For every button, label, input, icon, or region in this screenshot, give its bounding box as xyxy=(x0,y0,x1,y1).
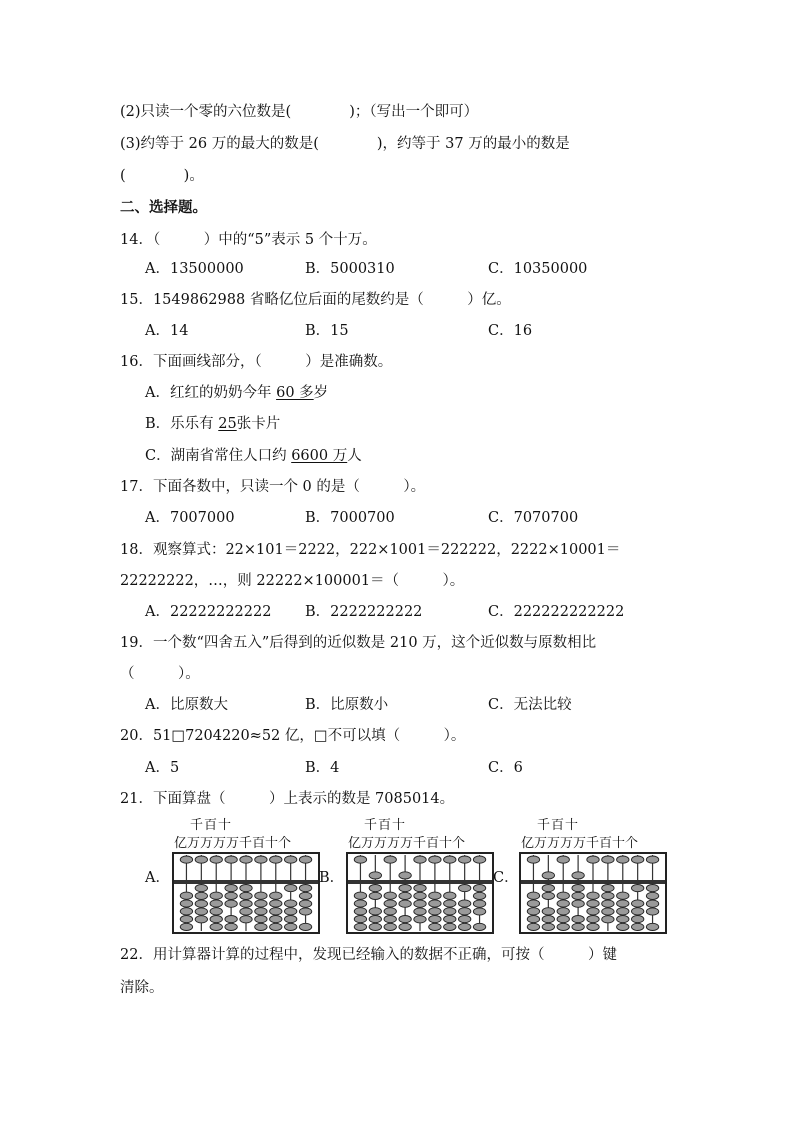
abacus-lower-bead xyxy=(602,908,614,915)
abacus-lower-bead xyxy=(444,923,456,930)
abacus-lower-bead xyxy=(384,923,396,930)
q19-option-b: B．比原数小 xyxy=(305,697,389,713)
abacus-lower-bead xyxy=(527,900,539,907)
abacus-lower-bead xyxy=(399,885,411,892)
abacus-lower-bead xyxy=(587,908,599,915)
abacus-upper-bead xyxy=(354,856,366,863)
q13-part3-line2: ( )。 xyxy=(120,168,204,184)
q16-option-a-suffix: 岁 xyxy=(313,385,329,401)
abacus-caption-top: 千百十 xyxy=(190,818,233,833)
abacus-lower-bead xyxy=(473,892,485,899)
question-19-line1: 19．一个数“四舍五入”后得到的近似数是 210 万，这个近似数与原数相比 xyxy=(120,635,597,651)
abacus-lower-bead xyxy=(284,885,296,892)
abacus-lower-bead xyxy=(180,923,192,930)
abacus-lower-bead xyxy=(240,900,252,907)
q16-option-b xyxy=(145,414,280,434)
abacus-upper-bead xyxy=(284,856,296,863)
abacus-lower-bead xyxy=(444,900,456,907)
abacus-lower-bead xyxy=(458,916,470,923)
abacus-lower-bead xyxy=(255,892,267,899)
abacus-lower-bead xyxy=(384,892,396,899)
abacus-lower-bead xyxy=(270,916,282,923)
q14-option-c: C．10350000 xyxy=(488,261,588,277)
abacus-lower-bead xyxy=(384,916,396,923)
abacus-lower-bead xyxy=(587,900,599,907)
abacus-lower-bead xyxy=(255,900,267,907)
q21-option-a-label: A． xyxy=(145,870,170,886)
question-16: 16．下面画线部分，（ ）是准确数。 xyxy=(120,354,393,370)
q17-option-c: C．7070700 xyxy=(488,510,579,526)
abacus-upper-bead xyxy=(458,856,470,863)
abacus-lower-bead xyxy=(384,900,396,907)
abacus-caption-bottom: 亿万万万万千百十个 xyxy=(348,836,466,851)
abacus-upper-bead xyxy=(646,856,658,863)
q16-option-b-suffix: 张卡片 xyxy=(236,416,281,432)
abacus-lower-bead xyxy=(240,916,252,923)
abacus-lower-bead xyxy=(557,923,569,930)
abacus-lower-bead xyxy=(284,916,296,923)
q16-option-a-underlined: 60 多 xyxy=(276,385,314,401)
abacus-lower-bead xyxy=(587,916,599,923)
abacus-lower-bead xyxy=(270,892,282,899)
abacus-lower-bead xyxy=(210,908,222,915)
abacus-lower-bead xyxy=(225,923,237,930)
abacus-lower-bead xyxy=(195,892,207,899)
abacus-lower-bead xyxy=(631,908,643,915)
question-20: 20．51□7204220≈52 亿，□不可以填（ ）。 xyxy=(120,728,466,744)
abacus-lower-bead xyxy=(429,908,441,915)
abacus-upper-bead xyxy=(240,856,252,863)
abacus-lower-bead xyxy=(646,892,658,899)
abacus-caption-bottom: 亿万万万万千百十个 xyxy=(174,836,292,851)
q18-option-c: C．222222222222 xyxy=(488,604,625,620)
abacus-lower-bead xyxy=(354,923,366,930)
abacus-lower-bead xyxy=(299,885,311,892)
abacus-lower-bead xyxy=(527,923,539,930)
abacus-lower-bead xyxy=(195,900,207,907)
abacus-upper-bead xyxy=(572,872,584,879)
q16-option-c-underlined: 6600 万 xyxy=(291,448,348,464)
abacus-lower-bead xyxy=(458,908,470,915)
abacus-lower-bead xyxy=(646,908,658,915)
abacus-lower-bead xyxy=(617,916,629,923)
q14-option-b: B．5000310 xyxy=(305,261,395,277)
abacus-lower-bead xyxy=(444,892,456,899)
abacus-lower-bead xyxy=(225,892,237,899)
abacus-lower-bead xyxy=(354,908,366,915)
abacus-lower-bead xyxy=(210,923,222,930)
abacus-lower-bead xyxy=(602,885,614,892)
abacus-lower-bead xyxy=(180,900,192,907)
abacus-lower-bead xyxy=(270,900,282,907)
q17-option-b: B．7000700 xyxy=(305,510,395,526)
abacus-lower-bead xyxy=(299,908,311,915)
abacus-upper-bead xyxy=(617,856,629,863)
q15-option-b: B．15 xyxy=(305,323,349,339)
abacus-lower-bead xyxy=(284,923,296,930)
abacus-lower-bead xyxy=(646,923,658,930)
abacus-beam xyxy=(174,880,318,884)
abacus-lower-bead xyxy=(225,916,237,923)
abacus-lower-bead xyxy=(369,885,381,892)
abacus-lower-bead xyxy=(542,892,554,899)
abacus-lower-bead xyxy=(284,908,296,915)
abacus-upper-bead xyxy=(444,856,456,863)
abacus-lower-bead xyxy=(602,892,614,899)
abacus-lower-bead xyxy=(572,923,584,930)
abacus-lower-bead xyxy=(429,923,441,930)
abacus-caption-bottom: 亿万万万万千百十个 xyxy=(521,836,639,851)
abacus-upper-bead xyxy=(527,856,539,863)
q15-option-a: A．14 xyxy=(145,323,189,339)
question-14: 14．（ ）中的“5”表示 5 个十万。 xyxy=(120,232,377,248)
abacus-frame xyxy=(172,852,320,934)
question-15: 15．1549862988 省略亿位后面的尾数约是（ ）亿。 xyxy=(120,292,511,308)
abacus-upper-bead xyxy=(195,856,207,863)
q16-option-b-underlined: 25 xyxy=(218,416,237,432)
abacus-lower-bead xyxy=(414,916,426,923)
abacus-lower-bead xyxy=(473,908,485,915)
abacus-lower-bead xyxy=(473,923,485,930)
q21-abacus-b xyxy=(346,818,494,934)
abacus-lower-bead xyxy=(354,900,366,907)
abacus-caption-top: 千百十 xyxy=(364,818,407,833)
abacus-lower-bead xyxy=(195,908,207,915)
q16-option-b-prefix: B．乐乐有 xyxy=(145,416,219,432)
abacus-lower-bead xyxy=(255,916,267,923)
q18-option-a: A．22222222222 xyxy=(145,604,272,620)
abacus-lower-bead xyxy=(384,908,396,915)
abacus-lower-bead xyxy=(270,923,282,930)
q21-option-b-label: B． xyxy=(319,870,345,886)
abacus-lower-bead xyxy=(255,923,267,930)
abacus-lower-bead xyxy=(429,900,441,907)
abacus-lower-bead xyxy=(240,892,252,899)
abacus-lower-bead xyxy=(631,916,643,923)
abacus-upper-bead xyxy=(180,856,192,863)
abacus-lower-bead xyxy=(617,900,629,907)
question-18-line1: 18．观察算式：22×101＝2222，222×1001＝222222，2222×10001＝ xyxy=(120,542,621,558)
question-18-line2: 22222222，…，则 22222×100001＝（ ）。 xyxy=(120,573,465,589)
abacus-lower-bead xyxy=(180,892,192,899)
abacus-lower-bead xyxy=(270,908,282,915)
question-22-line1: 22．用计算器计算的过程中，发现已经输入的数据不正确，可按（ ）键 xyxy=(120,947,617,963)
abacus-lower-bead xyxy=(631,885,643,892)
abacus-upper-bead xyxy=(225,856,237,863)
abacus-lower-bead xyxy=(210,916,222,923)
question-22-line2: 清除。 xyxy=(120,980,164,996)
abacus-lower-bead xyxy=(602,900,614,907)
abacus-upper-bead xyxy=(429,856,441,863)
abacus-lower-bead xyxy=(299,900,311,907)
abacus-lower-bead xyxy=(299,892,311,899)
q13-part3-line1: (3)约等于 26 万的最大的数是( )，约等于 37 万的最小的数是 xyxy=(120,136,570,152)
abacus-lower-bead xyxy=(527,916,539,923)
abacus-lower-bead xyxy=(444,908,456,915)
q21-option-c-label: C． xyxy=(493,870,519,886)
abacus-lower-bead xyxy=(602,916,614,923)
q16-option-a xyxy=(145,383,328,403)
abacus-lower-bead xyxy=(557,900,569,907)
abacus-lower-bead xyxy=(557,916,569,923)
abacus-lower-bead xyxy=(354,916,366,923)
q18-option-b: B．2222222222 xyxy=(305,604,423,620)
q16-option-c xyxy=(145,446,362,466)
abacus-upper-bead xyxy=(384,856,396,863)
abacus-lower-bead xyxy=(617,908,629,915)
abacus-lower-bead xyxy=(414,908,426,915)
abacus-lower-bead xyxy=(240,885,252,892)
abacus-lower-bead xyxy=(369,908,381,915)
abacus-lower-bead xyxy=(180,916,192,923)
q16-option-c-suffix: 人 xyxy=(347,448,362,464)
abacus-lower-bead xyxy=(572,892,584,899)
abacus-beam xyxy=(348,880,492,884)
abacus-lower-bead xyxy=(473,900,485,907)
abacus-lower-bead xyxy=(284,900,296,907)
abacus-beam xyxy=(521,880,665,884)
question-19-line2: （ ）。 xyxy=(120,666,200,682)
q15-option-c: C．16 xyxy=(488,323,533,339)
abacus-lower-bead xyxy=(527,908,539,915)
abacus-upper-bead xyxy=(414,856,426,863)
abacus-lower-bead xyxy=(631,923,643,930)
abacus-lower-bead xyxy=(572,885,584,892)
abacus-frame xyxy=(519,852,667,934)
abacus-upper-bead xyxy=(542,872,554,879)
abacus-lower-bead xyxy=(646,900,658,907)
abacus-lower-bead xyxy=(458,923,470,930)
abacus-upper-bead xyxy=(399,872,411,879)
abacus-lower-bead xyxy=(225,900,237,907)
q13-part2: (2)只读一个零的六位数是( )；（写出一个即可） xyxy=(120,104,479,120)
abacus-lower-bead xyxy=(369,916,381,923)
abacus-lower-bead xyxy=(225,885,237,892)
abacus-lower-bead xyxy=(473,885,485,892)
abacus-lower-bead xyxy=(572,916,584,923)
abacus-lower-bead xyxy=(587,923,599,930)
abacus-lower-bead xyxy=(542,916,554,923)
abacus-lower-bead xyxy=(617,923,629,930)
section-heading-choice: 二、选择题。 xyxy=(120,199,207,216)
q21-abacus-a xyxy=(172,818,320,934)
abacus-lower-bead xyxy=(542,908,554,915)
question-17: 17．下面各数中，只读一个 0 的是（ ）。 xyxy=(120,479,426,495)
abacus-lower-bead xyxy=(195,916,207,923)
abacus-lower-bead xyxy=(429,916,441,923)
abacus-lower-bead xyxy=(631,900,643,907)
q14-option-a: A．13500000 xyxy=(145,261,244,277)
abacus-lower-bead xyxy=(399,916,411,923)
q20-option-b: B．4 xyxy=(305,760,340,776)
abacus-upper-bead xyxy=(210,856,222,863)
abacus-lower-bead xyxy=(399,892,411,899)
abacus-lower-bead xyxy=(299,923,311,930)
abacus-lower-bead xyxy=(210,900,222,907)
abacus-lower-bead xyxy=(399,900,411,907)
abacus-lower-bead xyxy=(240,908,252,915)
abacus-lower-bead xyxy=(646,885,658,892)
abacus-lower-bead xyxy=(414,892,426,899)
q20-option-c: C．6 xyxy=(488,760,523,776)
q17-option-a: A．7007000 xyxy=(145,510,235,526)
abacus-lower-bead xyxy=(572,900,584,907)
abacus-lower-bead xyxy=(542,923,554,930)
abacus-lower-bead xyxy=(557,892,569,899)
abacus-upper-bead xyxy=(602,856,614,863)
q19-option-c: C．无法比较 xyxy=(488,697,572,713)
abacus-lower-bead xyxy=(458,885,470,892)
abacus-lower-bead xyxy=(210,892,222,899)
abacus-caption-top: 千百十 xyxy=(537,818,580,833)
abacus-lower-bead xyxy=(195,885,207,892)
abacus-upper-bead xyxy=(631,856,643,863)
abacus-upper-bead xyxy=(587,856,599,863)
abacus-lower-bead xyxy=(527,892,539,899)
abacus-lower-bead xyxy=(180,908,192,915)
abacus-lower-bead xyxy=(414,885,426,892)
q16-option-a-prefix: A．红红的奶奶今年 xyxy=(145,385,277,401)
abacus-lower-bead xyxy=(255,908,267,915)
q16-option-c-prefix: C．湖南省常住人口约 xyxy=(145,448,292,464)
q20-option-a: A．5 xyxy=(145,760,180,776)
abacus-lower-bead xyxy=(429,892,441,899)
abacus-lower-bead xyxy=(369,923,381,930)
abacus-lower-bead xyxy=(399,923,411,930)
abacus-lower-bead xyxy=(458,900,470,907)
abacus-lower-bead xyxy=(354,892,366,899)
abacus-upper-bead xyxy=(299,856,311,863)
abacus-upper-bead xyxy=(270,856,282,863)
abacus-lower-bead xyxy=(557,908,569,915)
abacus-lower-bead xyxy=(542,885,554,892)
q21-abacus-c xyxy=(519,818,667,934)
abacus-lower-bead xyxy=(444,916,456,923)
abacus-frame xyxy=(346,852,494,934)
abacus-upper-bead xyxy=(369,872,381,879)
abacus-upper-bead xyxy=(557,856,569,863)
abacus-lower-bead xyxy=(617,892,629,899)
abacus-upper-bead xyxy=(255,856,267,863)
abacus-lower-bead xyxy=(369,892,381,899)
abacus-upper-bead xyxy=(473,856,485,863)
abacus-lower-bead xyxy=(587,892,599,899)
question-21: 21．下面算盘（ ）上表示的数是 7085014。 xyxy=(120,791,455,807)
q19-option-a: A．比原数大 xyxy=(145,697,228,713)
abacus-lower-bead xyxy=(414,900,426,907)
